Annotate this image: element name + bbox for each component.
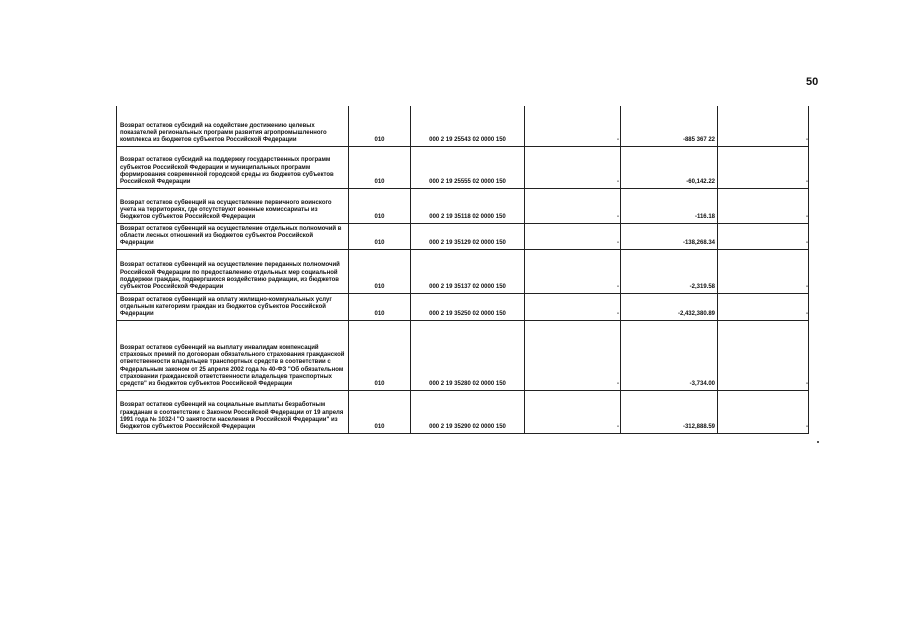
row-code: 010 bbox=[349, 146, 411, 188]
row-code: 010 bbox=[349, 320, 411, 390]
row-code: 010 bbox=[349, 249, 411, 293]
row-end: - bbox=[718, 249, 809, 293]
page-number: 50 bbox=[806, 76, 819, 88]
row-description: Возврат остатков субвенций на осуществление первичного воинского учета на территориях, где отсутствуют военные комиссариаты из бюджетов субъектов Российской Федерации bbox=[117, 188, 349, 223]
row-amount: -138,268.34 bbox=[621, 223, 718, 249]
row-code: 010 bbox=[349, 293, 411, 320]
row-description: Возврат остатков субсидий на содействие достижению целевых показателей региональных программ развития агропромышленного комплекса из бюджетов субъектов Российской Федерации bbox=[117, 106, 349, 146]
row-dash: - bbox=[525, 223, 621, 249]
row-dash: - bbox=[525, 320, 621, 390]
row-description: Возврат остатков субвенций на выплату инвалидам компенсаций страховых премий по договорам обязательного страхования гражданской ответственности владельцев транспортных средств в соответствии с Федеральным законом от 25 апреля 2002 года № 40-ФЗ "Об обязательном страховании гражданской ответственности владельцев транспортных средств" из бюджетов субъектов Российской Федерации bbox=[117, 320, 349, 390]
row-dash: - bbox=[525, 146, 621, 188]
table-row bbox=[117, 223, 809, 249]
row-code: 010 bbox=[349, 188, 411, 223]
row-dash: - bbox=[525, 293, 621, 320]
row-end: - bbox=[718, 320, 809, 390]
row-kbk: 000 2 19 35137 02 0000 150 bbox=[411, 249, 525, 293]
table-row bbox=[117, 146, 809, 188]
row-dash: - bbox=[525, 106, 621, 146]
row-amount: -2,319.58 bbox=[621, 249, 718, 293]
row-description: Возврат остатков субвенций на социальные выплаты безработным гражданам в соответствии с Законом Российской Федерации от 19 апреля 1991 года № 1032-I "О занятости населения в Российской Федерации" из бюджетов субъектов Российской Федерации bbox=[117, 390, 349, 433]
row-amount: -312,888.59 bbox=[621, 390, 718, 433]
row-kbk: 000 2 19 35129 02 0000 150 bbox=[411, 223, 525, 249]
row-description: Возврат остатков субвенций на осуществление переданных полномочий Российской Федерации по предоставлению отдельных мер социальной поддержки граждан, подвергшихся воздействию радиации, из бюджетов субъектов Российской Федерации bbox=[117, 249, 349, 293]
row-dash: - bbox=[525, 390, 621, 433]
row-amount: -60,142.22 bbox=[621, 146, 718, 188]
row-kbk: 000 2 19 35280 02 0000 150 bbox=[411, 320, 525, 390]
row-description: Возврат остатков субвенций на осуществление отдельных полномочий в области лесных отношений из бюджетов субъектов Российской Федерации bbox=[117, 223, 349, 249]
row-code: 010 bbox=[349, 106, 411, 146]
table-row bbox=[117, 320, 809, 390]
scan-dot-mark bbox=[817, 441, 819, 443]
row-end: - bbox=[718, 106, 809, 146]
row-end: - bbox=[718, 223, 809, 249]
row-kbk: 000 2 19 35118 02 0000 150 bbox=[411, 188, 525, 223]
row-code: 010 bbox=[349, 390, 411, 433]
table-row bbox=[117, 249, 809, 293]
row-amount: -116.18 bbox=[621, 188, 718, 223]
row-dash: - bbox=[525, 188, 621, 223]
row-description: Возврат остатков субсидий на поддержку государственных программ субъектов Российской Федерации и муниципальных программ формирования современной городской среды из бюджетов субъектов Российской Федерации bbox=[117, 146, 349, 188]
table-row bbox=[117, 390, 809, 433]
table-row bbox=[117, 293, 809, 320]
row-end: - bbox=[718, 188, 809, 223]
row-kbk: 000 2 19 35290 02 0000 150 bbox=[411, 390, 525, 433]
row-end: - bbox=[718, 293, 809, 320]
row-amount: -885 367 22 bbox=[621, 106, 718, 146]
table-row bbox=[117, 188, 809, 223]
row-code: 010 bbox=[349, 223, 411, 249]
row-end: - bbox=[718, 146, 809, 188]
row-dash: - bbox=[525, 249, 621, 293]
budget-return-table bbox=[116, 106, 809, 434]
row-amount: -3,734.00 bbox=[621, 320, 718, 390]
row-amount: -2,432,380.89 bbox=[621, 293, 718, 320]
row-kbk: 000 2 19 25555 02 0000 150 bbox=[411, 146, 525, 188]
row-description: Возврат остатков субвенций на оплату жилищно-коммунальных услуг отдельным категориям граждан из бюджетов субъектов Российской Федерации bbox=[117, 293, 349, 320]
row-end: - bbox=[718, 390, 809, 433]
row-kbk: 000 2 19 25543 02 0000 150 bbox=[411, 106, 525, 146]
table-row bbox=[117, 106, 809, 146]
row-kbk: 000 2 19 35250 02 0000 150 bbox=[411, 293, 525, 320]
